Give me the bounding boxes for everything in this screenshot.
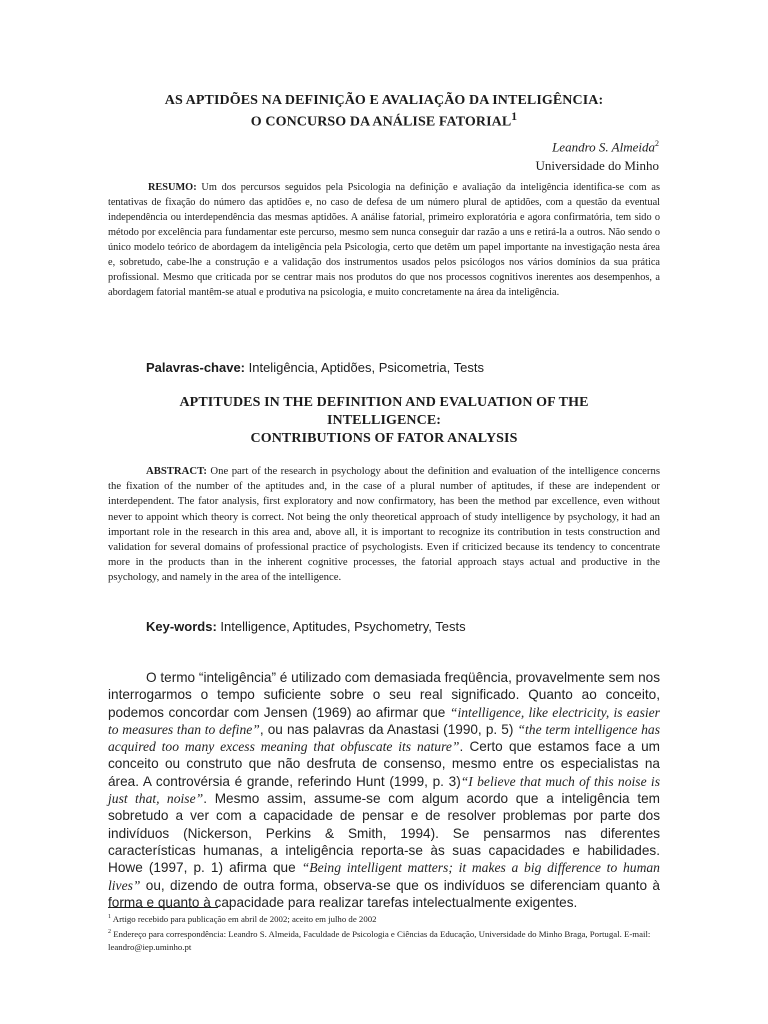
english-title-line-2: INTELLIGENCE: — [326, 413, 442, 428]
key-words-values: Intelligence, Aptitudes, Psychometry, Tests — [216, 619, 466, 634]
abstract-label: ABSTRACT: — [146, 465, 207, 477]
palavras-chave-values: Inteligência, Aptidões, Psicometria, Tests — [245, 360, 484, 375]
english-title-line-1: APTITUDES IN THE DEFINITION AND EVALUATION OF THE — [179, 395, 589, 410]
author-name: Leandro S. Almeida$^2$ — [552, 139, 659, 155]
footnote-1: $^1$ Artigo recebido para publicação em abril de 2002; aceito em julho de 2002 — [108, 913, 377, 924]
resumo-paragraph — [108, 180, 660, 300]
quote-anastasi: “the term intelligence has acquired too many excess meaning that obfuscate its nature” — [108, 721, 661, 755]
abstract-paragraph — [108, 464, 660, 586]
abstract-text: One part of the research in psychology about the definition and evaluation of the intelligence concerns the fixation of the number of the aptitudes and, in the case of a plural number of aptitudes, if these are independent or interdependent. The fator analysis, first exploratory and now confirmatory, has been the method par excellence, even without never to appoint which theory is correct. Not being the only theoretical approach of study intelligence by psychology, it had an important role in the research in this area and, above all, it is important to recognize its contribution in tests construction and validation for several domains of professional practice of psychologists. Even if criticized because its tendency to concentrate more in the products than in the inherent cognitive processes, the fatorial approach stays actual and productive in the psychology, and namely in the area of the intelligence. — [108, 465, 660, 584]
palavras-chave-label: Palavras-chave: — [146, 360, 246, 375]
key-words-label: Key-words: — [146, 619, 217, 634]
footnote-separator — [108, 907, 218, 908]
english-title-line-3: CONTRIBUTIONS OF FATOR ANALYSIS — [250, 431, 518, 446]
resumo-label: RESUMO: — [148, 182, 197, 193]
resumo-text: Um dos percursos seguidos pela Psicologia na definição e avaliação da inteligência identifica-se com as tentativas de fixação do número das aptidões e, no caso de defesa de um número plural de aptidões, com a questão da eventual independência ou interdependência das mesmas aptidões. A análise fatorial, primeiro exploratória e agora confirmatória, tem sido o método por excelência para fundamentar este percurso, mesmo sem nunca conseguir dar razão a uns e retirá-la a outros. Não sendo o único modelo teórico de abordagem da inteligência pela Psicologia, certo que detêm um papel importante na investigação nesta área e, sobretudo, cabe-lhe a construção e a validação dos instrumentos usados pelos psicólogos nos vários domínios da sua prática profissional. Mesmo que criticada por se centrar mais nos produtos do que nos processos cognitivos inerentes aos desempenhos, a abordagem fatorial mantêm-se atual e produtiva na psicologia, e muito concretamente na área da inteligência. — [108, 182, 660, 298]
author-affiliation: Universidade do Minho — [535, 158, 659, 173]
palavras-chave — [146, 360, 484, 376]
body-paragraph: O termo “inteligência” é utilizado com demasiada freqüência, provavelmente sem nos interrogarmos o tempo suficiente sobre o seu real significado. Quanto ao conceito, podemos concordar com Jensen (1969) ao afirmar que “intelligence, like electricity, is easier to measures than to define”, ou nas palavras da Anastasi (1990, p. 5) “the term intelligence has acquired too many excess meaning that obfuscate its nature”. Certo que estamos face a um conceito ou construto que não desfruta de consenso, mesmo entre os especialistas na área. A controvérsia é grande, referindo Hunt (1999, p. 3)“I believe that much of this noise is just that, noise”. Mesmo assim, assume-se com algum acordo que a inteligência tem sobretudo a ver com a capacidade de pensar e de resolver problemas por parte dos indivíduos (Nickerson, Perkins & Smith, 1994). Se pensarmos nas diferentes características humanas, a inteligência reporta-se às suas capacidades e habilidades. Howe (1997, p. 1) afirma que “Being intelligent matters; it makes a big difference to human lives” ou, dizendo de outra forma, observa-se que os indivíduos se diferenciam quanto à forma e quanto à capacidade para realizar tarefas intelectualmente exigentes. — [108, 670, 661, 910]
quote-hunt: “I believe that much of this noise is just that, noise” — [108, 773, 660, 807]
footnote-2: $^2$ Endereço para correspondência: Leandro S. Almeida, Faculdade de Psicologia e Ciências da Educação, Universidade do Minho Braga, Portugal. E-mail: leandro@iep.uminho.pt — [108, 928, 651, 952]
key-words — [146, 619, 466, 635]
quote-howe: “Being intelligent matters; it makes a big difference to human lives” — [108, 860, 660, 893]
author-footnote-marker: 2 — [655, 139, 659, 148]
quote-jensen: “intelligence, like electricity, is easier to measures than to define” — [108, 704, 660, 737]
title-line-2: O CONCURSO DA ANÁLISE FATORIAL$^1$ — [250, 110, 518, 130]
title-footnote-marker: 1 — [511, 110, 518, 123]
footnotes — [108, 911, 660, 954]
title-line-1: AS APTIDÕES NA DEFINIÇÃO E AVALIAÇÃO DA INTELIGÊNCIA: — [164, 93, 604, 108]
